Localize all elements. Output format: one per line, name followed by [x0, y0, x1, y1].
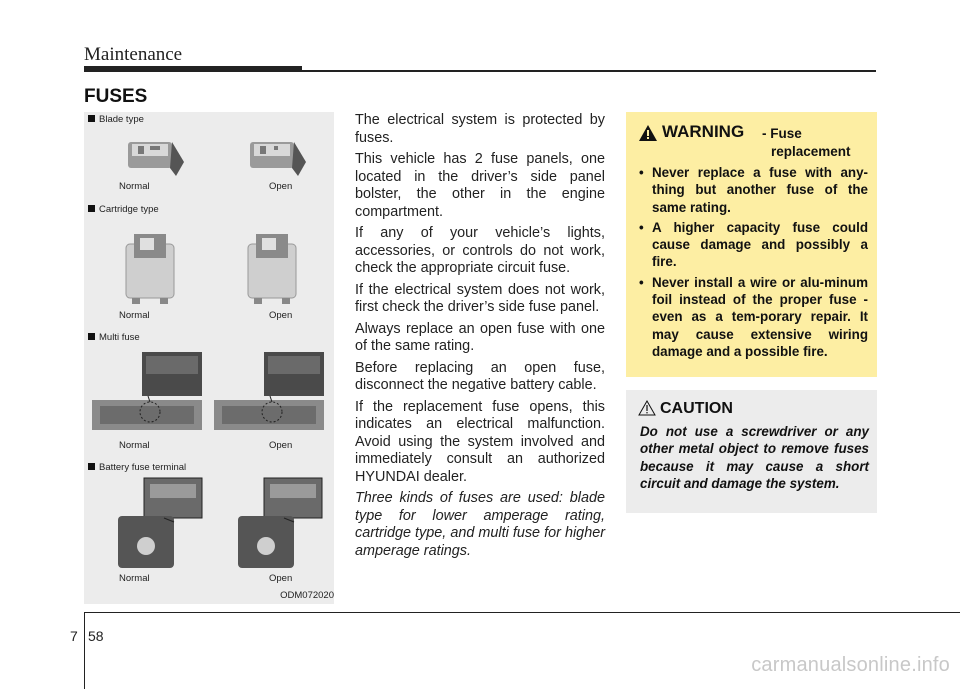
figure-caption-normal: Normal — [119, 181, 150, 192]
cartridge-fuse-normal-image — [120, 230, 184, 306]
body-paragraph: If the replacement fuse opens, this indicates an electrical malfunction. Avoid using the system involved and immediately consult an authorized HYUNDAI dealer. — [355, 398, 605, 485]
blade-fuse-open-image — [246, 132, 306, 176]
warning-item: • Never install a wire or alu-minum foil instead of the proper fuse - even as a tem-porary repair. It may cause extensive wiring damage and a possible fire. — [639, 274, 868, 360]
warning-item: • Never replace a fuse with any-thing but another fuse of the same rating. — [639, 164, 868, 216]
body-paragraph: Before replacing an open fuse, disconnect the negative battery cable. — [355, 359, 605, 393]
blade-fuse-normal-image — [124, 132, 184, 176]
body-paragraph: This vehicle has 2 fuse panels, one located in the driver’s side panel bolster, the other in the engine compartment. — [355, 151, 605, 220]
header-rule-thick — [84, 66, 302, 72]
figure-group-label: Multi fuse — [88, 332, 140, 343]
header-rule-thin — [302, 70, 876, 72]
body-italic-paragraph: Three kinds of fuses are used: blade type for lower amperage rating, cartridge type, and multi fuse for higher amperage ratings. — [355, 490, 605, 559]
section-title: FUSES — [84, 86, 148, 107]
warning-triangle-icon — [638, 124, 658, 142]
figure-caption-open: Open — [269, 573, 293, 584]
figure-caption-open: Open — [269, 181, 293, 192]
caution-triangle-icon — [638, 400, 656, 416]
warning-list — [639, 164, 868, 363]
warning-box — [626, 112, 877, 377]
figure-group-label: Battery fuse terminal — [88, 462, 186, 473]
warning-subtitle: - Fuse — [762, 126, 802, 141]
battery-fuse-open-image — [234, 476, 328, 570]
warning-item: • A higher capacity fuse could cause damage and possibly a fire. — [639, 219, 868, 271]
figure-group-label: Cartridge type — [88, 204, 159, 215]
watermark: carmanualsonline.info — [751, 654, 950, 676]
figure-caption-normal: Normal — [119, 573, 150, 584]
figure-caption-open: Open — [269, 440, 293, 451]
multi-fuse-open-image — [210, 350, 328, 442]
warning-subtitle: replacement — [771, 144, 851, 159]
caution-box — [626, 390, 877, 513]
footer-rule — [84, 612, 960, 613]
figure-caption-normal: Normal — [119, 440, 150, 451]
page-number: 58 — [88, 628, 104, 644]
figure-caption-open: Open — [269, 310, 293, 321]
chapter-number: 7 — [70, 628, 78, 644]
warning-title: WARNING — [662, 122, 745, 141]
figure-group-label: Blade type — [88, 114, 144, 125]
footer-divider — [84, 612, 85, 689]
body-paragraph: Always replace an open fuse with one of the same rating. — [355, 320, 605, 354]
fuse-figure — [84, 112, 334, 604]
caution-text: Do not use a screwdriver or any other metal object to remove fuses because it may cause a short circuit and damage the system. — [640, 424, 869, 491]
figure-code: ODM072020 — [280, 590, 334, 601]
cartridge-fuse-open-image — [242, 230, 306, 306]
battery-fuse-normal-image — [114, 476, 208, 570]
body-paragraph: If any of your vehicle’s lights, accessories, or controls do not work, check the appropriate circuit fuse. — [355, 225, 605, 276]
caution-title: CAUTION — [660, 400, 733, 417]
figure-caption-normal: Normal — [119, 310, 150, 321]
body-paragraph: If the electrical system does not work, first check the driver’s side fuse panel. — [355, 281, 605, 315]
body-text — [355, 112, 605, 564]
page-header-title: Maintenance — [84, 44, 183, 65]
multi-fuse-normal-image — [88, 350, 206, 442]
body-paragraph: The electrical system is protected by fuses. — [355, 112, 605, 146]
